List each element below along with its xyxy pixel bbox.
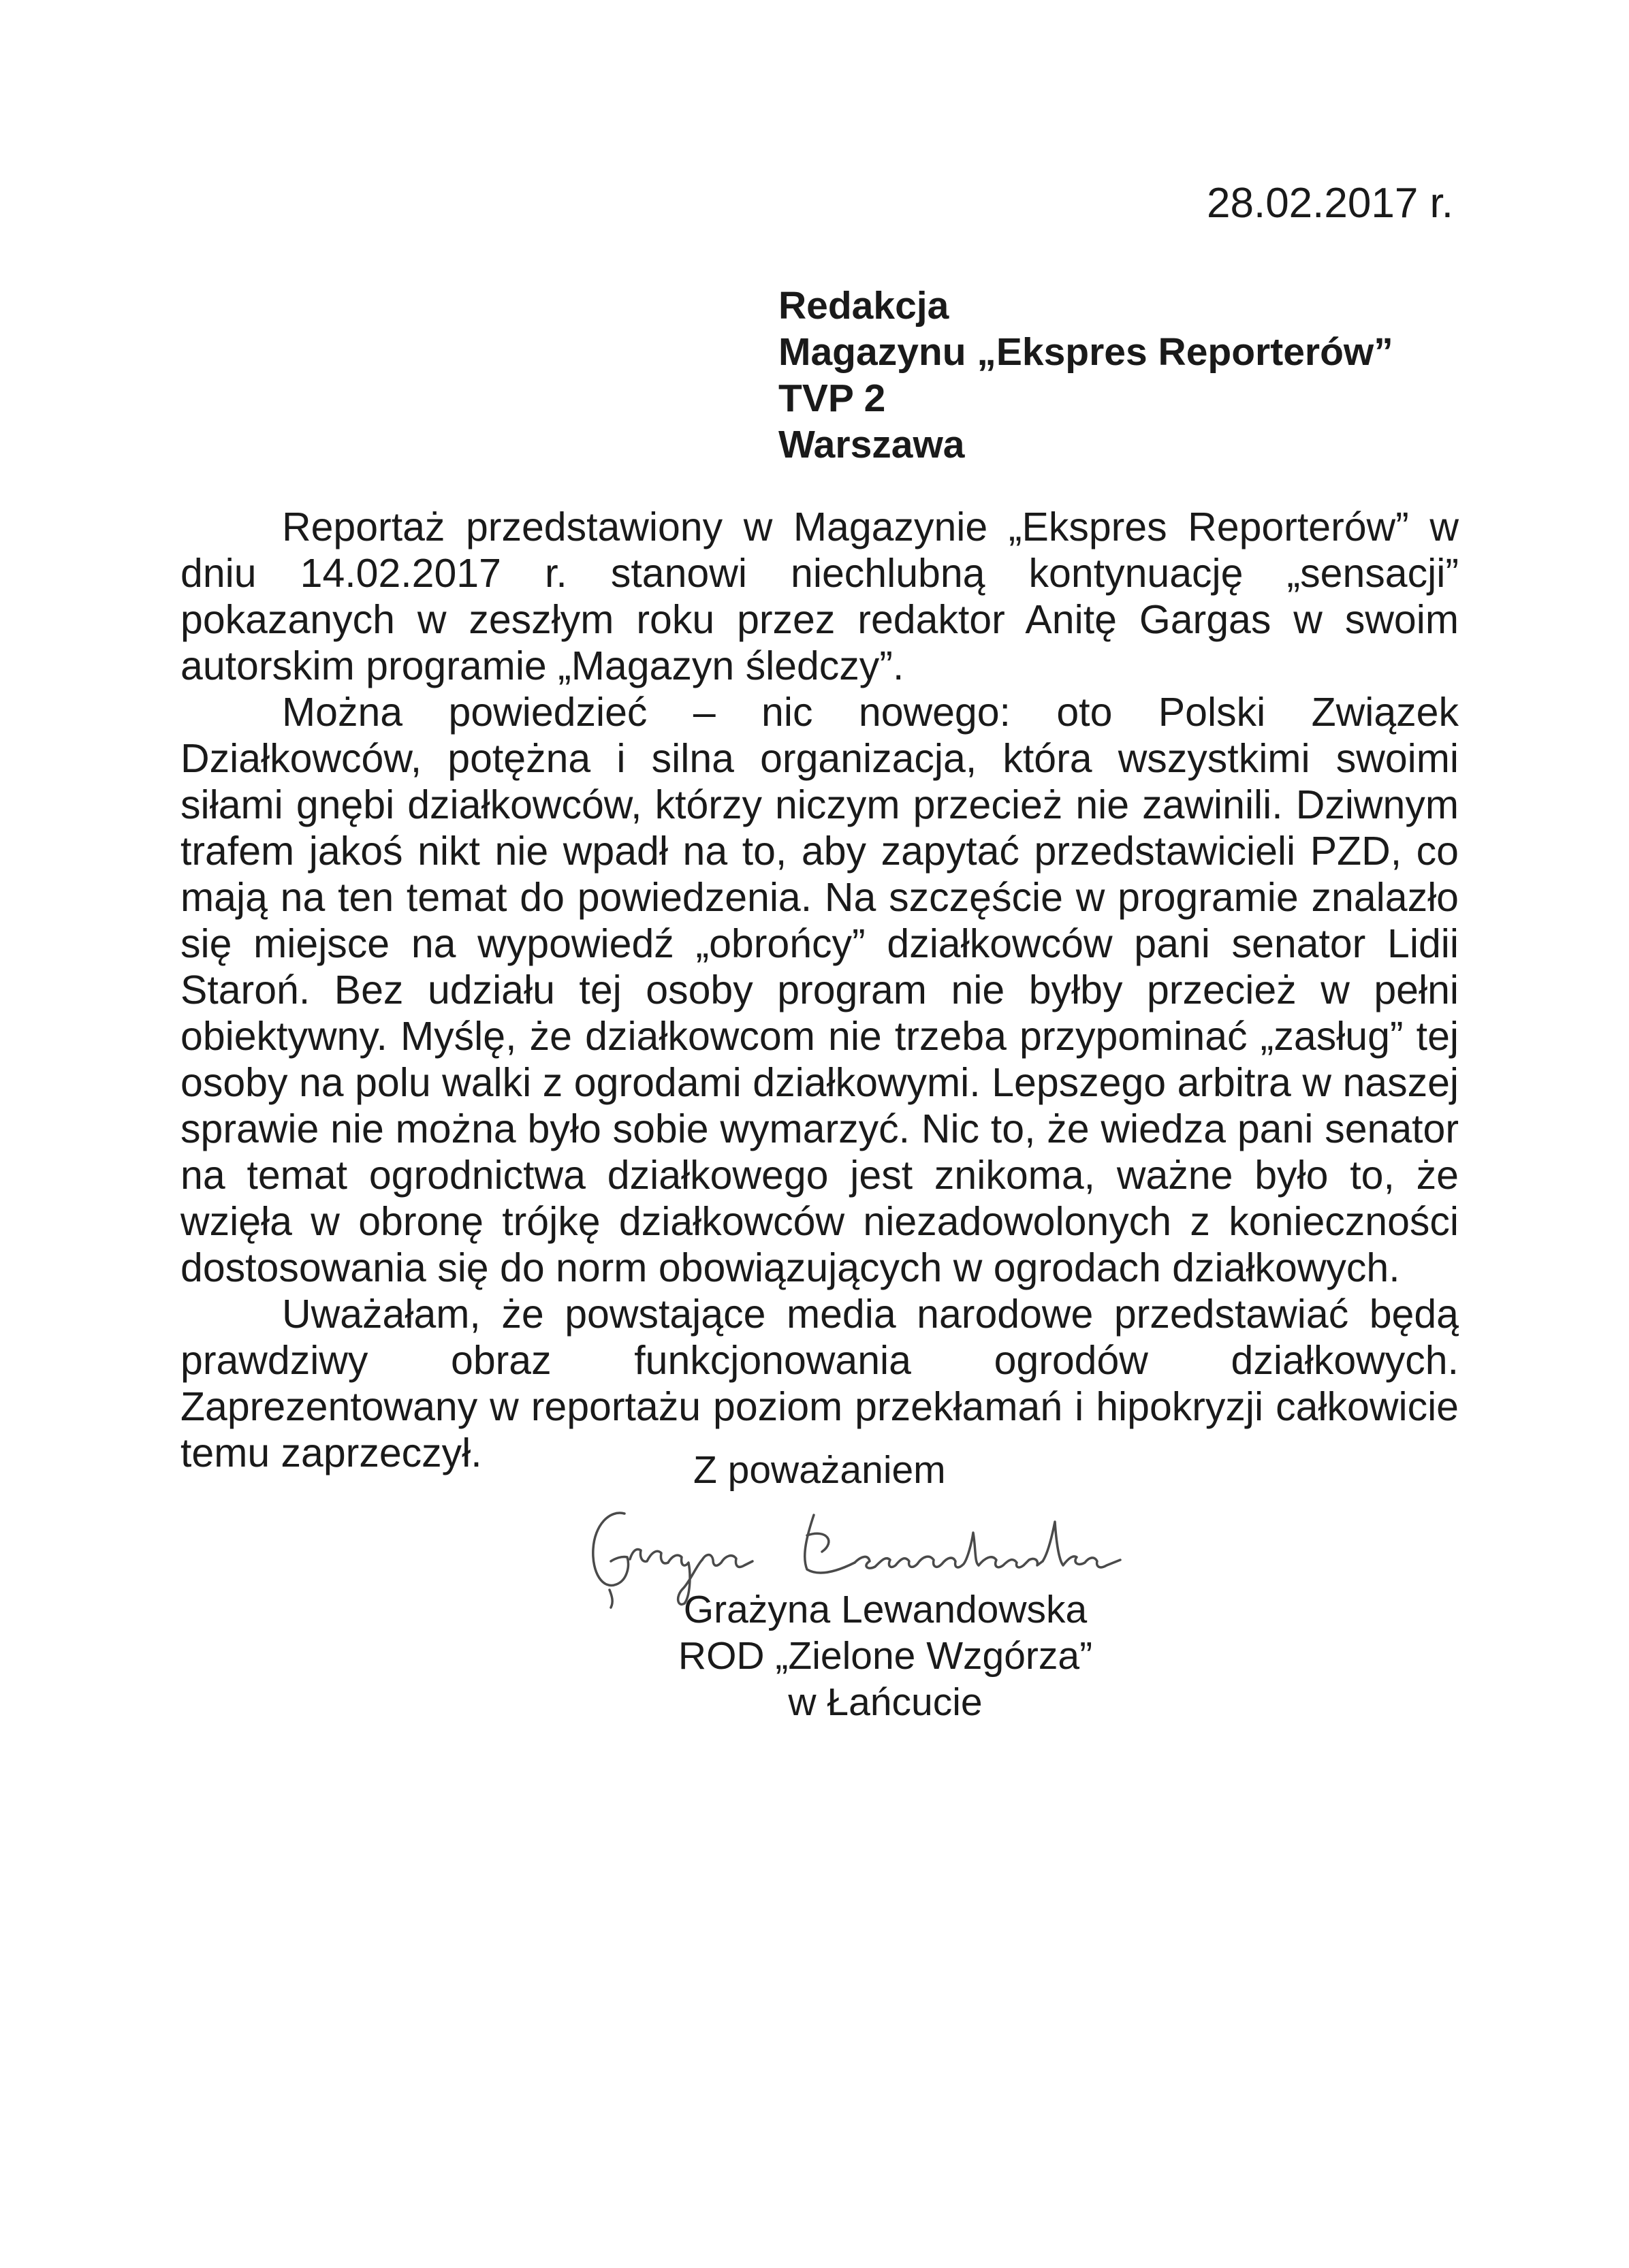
closing-salutation: Z poważaniem	[693, 1448, 946, 1492]
letter-date: 28.02.2017 r.	[1207, 180, 1453, 227]
signer-location: w Łańcucie	[788, 1680, 983, 1724]
signer-name: Grażyna Lewandowska	[683, 1588, 1088, 1631]
letter-body	[180, 504, 1459, 1476]
body-paragraph: Można powiedzieć – nic nowego: oto Polski Związek Działkowców, potężna i silna organizacja, która wszystkimi swoimi siłami gnębi działkowców, którzy niczym przecież nie zawinili. Dziwnym trafem jakoś nikt nie wpadł na to, aby zapytać przedstawicieli PZD, co mają na ten temat do powiedzenia. Na szczęście w programie znalazło się miejsce na wypowiedź „obrońcy” działkowców pani senator Lidii Staroń. Bez udziału tej osoby program nie byłby przecież w pełni obiektywny. Myślę, że działkowcom nie trzeba przypominać „zasług” tej osoby na polu walki z ogrodami działkowymi. Lepszego arbitra w naszej sprawie nie można było sobie wymarzyć. Nic to, że wiedza pani senator na temat ogrodnictwa działkowego jest znikoma, ważne było to, że wzięła w obronę trójkę działkowców niezadowolonych z konieczności dostosowania się do norm obowiązujących w ogrodach działkowych.	[180, 690, 1459, 1290]
recipient-line: Warszawa	[778, 423, 965, 466]
recipient-address	[778, 283, 1393, 468]
recipient-line: Magazynu „Ekspres Reporterów”	[778, 330, 1393, 374]
recipient-line: Redakcja	[778, 284, 949, 328]
recipient-line: TVP 2	[778, 377, 886, 420]
body-paragraph: Reportaż przedstawiony w Magazynie „Ekspres Reporterów” w dniu 14.02.2017 r. stanowi niechlubną kontynuację „sensacji” pokazanych w zeszłym roku przez redaktor Anitę Gargas w swoim autorskim programie „Magazyn śledczy”.	[180, 505, 1459, 688]
signer-organization: ROD „Zielone Wzgórza”	[678, 1634, 1093, 1678]
body-paragraph: Uważałam, że powstające media narodowe przedstawiać będą prawdziwy obraz funkcjonowania ogrodów działkowych. Zaprezentowany w reportażu poziom przekłamań i hipokryzji całkowicie temu zaprzeczył.	[180, 1292, 1459, 1475]
signer-block	[545, 1586, 1226, 1725]
